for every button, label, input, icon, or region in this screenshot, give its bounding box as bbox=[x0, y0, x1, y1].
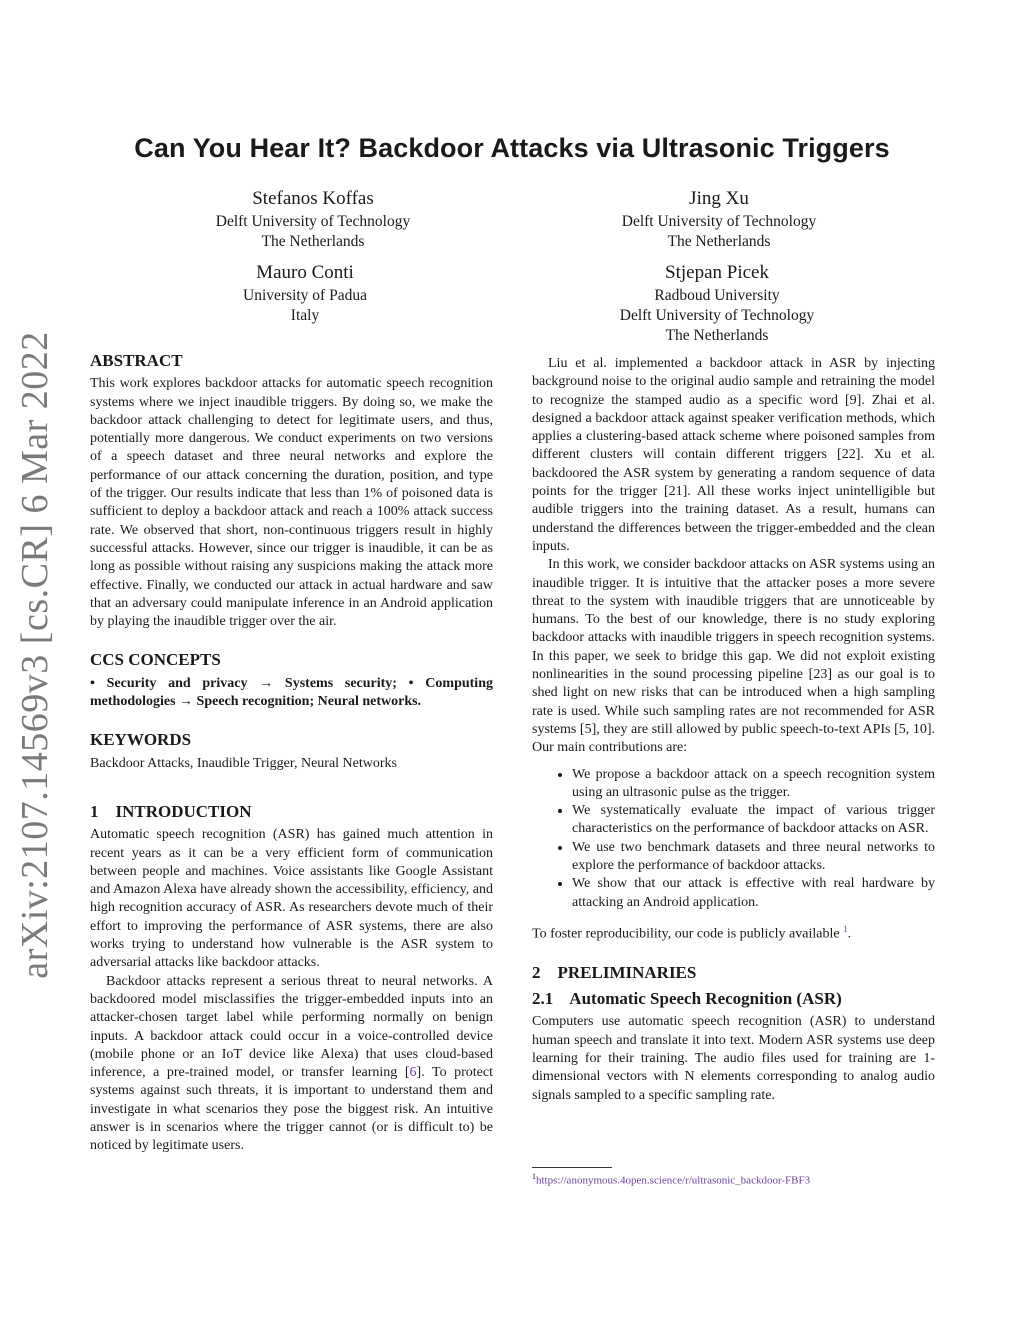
footnote-rule bbox=[532, 1167, 612, 1168]
author-affiliation: Radboud University bbox=[654, 287, 780, 304]
intro-text: Backdoor attacks represent a serious threat to neural networks. A backdoored model misclassifies the trigger-embedded inputs into an attacker-chosen target label while performing normally on benign inputs. A backdoor attack could occur in a voice-controlled device (mobile phone or an IoT device like Alexa) that uses cloud-based inference, a pre-trained model, or transfer learning [ bbox=[90, 973, 493, 1081]
introduction-heading: 1 INTRODUCTION bbox=[90, 801, 252, 821]
list-item: • We use two benchmark datasets and three neural networks to explore the performance of backdoor attacks. bbox=[572, 839, 935, 876]
author-country: The Netherlands bbox=[665, 327, 769, 344]
repro-text: To foster reproducibility, our code is publicly available bbox=[532, 926, 840, 942]
author-block bbox=[529, 186, 909, 252]
author-name: Stjepan Picek bbox=[665, 262, 769, 283]
footnote-mark: 1 bbox=[532, 1172, 536, 1181]
asr-paragraph: Computers use automatic speech recognition (ASR) to understand human speech and translate it into text. Modern ASR systems use deep learning for their training. The audio files used for training are 1-dimensional vectors with N elements corresponding to analog audio signals sampled to a specific sampling rate. bbox=[532, 1014, 935, 1103]
ccs-heading: CCS CONCEPTS bbox=[90, 650, 221, 670]
intro-paragraph bbox=[90, 973, 493, 1156]
list-item: • We systematically evaluate the impact of various trigger characteristics on the performance of backdoor attacks on ASR. bbox=[572, 802, 935, 839]
ccs-text: • Security and privacy → Systems security; • Computing methodologies → Speech recognition; Neural networks. bbox=[90, 675, 493, 710]
citation-link[interactable]: 6 bbox=[409, 1065, 417, 1081]
abstract-heading: ABSTRACT bbox=[90, 351, 183, 370]
contributions-list bbox=[532, 766, 935, 912]
author-country: The Netherlands bbox=[261, 233, 365, 250]
arxiv-sidebar bbox=[10, 331, 60, 979]
intro-paragraph: Automatic speech recognition (ASR) has gained much attention in recent years as it can be a very efficient form of communication between people and machines. Voice assistants like Google Assistant and Amazon Alexa have already shown the accessibility, efficiency, and high recognition accuracy of ASR. As researchers devote much of their effort to improving the performance of ASR systems, there are also works trying to understand how vulnerable is the ASR system to adversarial attacks like backdoor attacks. bbox=[90, 827, 493, 971]
right-column bbox=[532, 355, 935, 1105]
author-name: Mauro Conti bbox=[256, 262, 354, 283]
footnote-link[interactable]: 1 bbox=[843, 923, 848, 934]
reproducibility-text: To foster reproducibility, our code is publicly available $^1$. bbox=[532, 923, 852, 942]
asr-subheading: 2.1 Automatic Speech Recognition (ASR) bbox=[532, 989, 842, 1009]
this-work-paragraph: In this work, we consider backdoor attacks on ASR systems using an inaudible trigger. It is intuitive that the attacker poses a more severe threat to the system with inaudible triggers that are unnoticeable by humans. To the best of our knowledge, there is no study exploring backdoor attacks with inaudible triggers in speech recognition systems. In this paper, we seek to bridge this gap. We did not exploit existing nonlinearities in the sound processing pipeline [23] as our goal is to shed light on new risks that can be introduced when a high sampling rate is used. While such sampling rates are not recommended for ASR systems [5], they are still allowed by public speech-to-text APIs [5, 10]. Our main contributions are: bbox=[532, 557, 935, 756]
author-country: The Netherlands bbox=[667, 233, 771, 250]
footnote-url[interactable]: https://anonymous.4open.science/r/ultrasonic_backdoor-FBF3 bbox=[536, 1174, 811, 1187]
list-item: • We propose a backdoor attack on a speech recognition system using an ultrasonic pulse as the trigger. bbox=[572, 766, 935, 803]
arxiv-identifier: arXiv:2107.14569v3 [cs.CR] 6 Mar 2022 bbox=[14, 331, 56, 979]
list-item: • We show that our attack is effective with real hardware by attacking an Android application. bbox=[572, 875, 935, 912]
author-affiliation: Delft University of Technology bbox=[215, 213, 411, 230]
author-name: Jing Xu bbox=[689, 188, 749, 209]
preliminaries-heading: 2 PRELIMINARIES bbox=[532, 962, 697, 982]
abstract-text: This work explores backdoor attacks for automatic speech recognition systems where we inject inaudible triggers. By doing so, we make the backdoor attack challenging to detect for legitimate users, and thus, potentially more dangerous. We conduct experiments on two versions of a speech dataset and three neural networks and explore the performance of our attack concerning the duration, position, and type of the trigger. Our results indicate that less than 1% of poisoned data is sufficient to deploy a backdoor attack and reach a 100% attack success rate. We observed that short, non-continuous triggers result in highly successful attacks. However, since our trigger is inaudible, it can be as long as possible without raising any suspicions making the attack more effective. Finally, we conducted our attack in actual hardware and saw that an adversary could manipulate inference in an Android application by playing the inaudible trigger over the air. bbox=[90, 376, 493, 630]
keywords-text: Backdoor Attacks, Inaudible Trigger, Neural Networks bbox=[90, 755, 397, 771]
author-affiliation-2: Delft University of Technology bbox=[619, 307, 815, 324]
author-block bbox=[527, 260, 907, 346]
author-block bbox=[115, 260, 495, 326]
related-work-paragraph: Liu et al. implemented a backdoor attack in ASR by injecting background noise to the original audio sample and retraining the model to recognize the stamped audio as a specific word [9]. Zhai et al. designed a backdoor attack against speaker verification methods, which applies a clustering-based attack scheme where poisoned samples from different clusters will contain different triggers [22]. Xu et al. backdoored the ASR system by generating a random sequence of data points for the trigger [21]. All these works inject unintelligible but audible triggers into the training dataset. As a result, humans can understand the differences between the trigger-embedded and the clean inputs. bbox=[532, 356, 935, 554]
paper-title: Can You Hear It? Backdoor Attacks via Ultrasonic Triggers bbox=[134, 133, 890, 163]
author-country: Italy bbox=[290, 307, 320, 324]
author-block bbox=[123, 186, 503, 252]
author-name: Stefanos Koffas bbox=[252, 188, 374, 209]
intro-text: ]. To protect systems against such threats, it is important to understand them and investigate in what scenarios they pose the biggest risk. An intuitive answer is in scenarios where the trigger cannot (or is difficult to) be noticed by legitimate users. bbox=[90, 1065, 493, 1154]
author-affiliation: University of Padua bbox=[243, 287, 367, 304]
author-affiliation: Delft University of Technology bbox=[621, 213, 817, 230]
keywords-heading: KEYWORDS bbox=[90, 730, 192, 750]
left-column bbox=[90, 352, 493, 1156]
footnote bbox=[532, 1172, 810, 1187]
